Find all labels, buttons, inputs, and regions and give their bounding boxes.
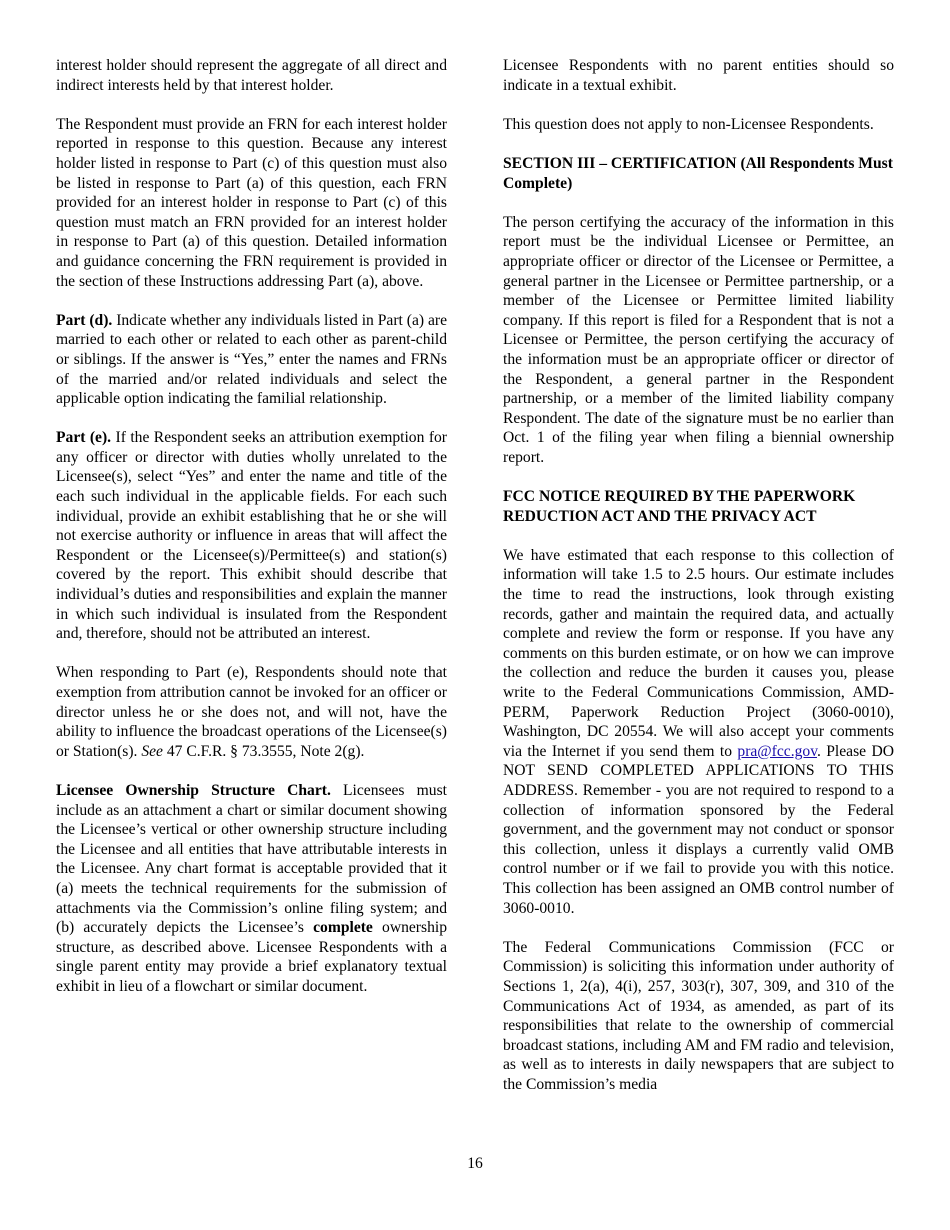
- ownership-chart-paragraph: [56, 781, 447, 997]
- ownership-chart-text-2: ownership structure, as described above. Licensee Respondents with a single parent entity may provide a brief explanatory textual exhibit in lieu of a flowchart or similar document.: [56, 919, 447, 995]
- part-d-label: Part (d).: [56, 311, 113, 329]
- part-d-paragraph: [56, 311, 447, 409]
- part-e-text: If the Respondent seeks an attribution exemption for any officer or director with duties wholly unrelated to the Licensee(s), select “Yes” and enter the name and title of the each such individual in the applicable fields. For each such individual, provide an exhibit establishing that he or she will not exercise authority or influence in areas that will affect the Respondent or the Licensee(s)/Permittee(s) and station(s) covered by the report. This exhibit should describe that individual’s duties and responsibilities and explain the manner in which such individual is insulated from the Respondent and, therefore, should not be attributed an interest.: [56, 429, 448, 643]
- non-licensee-paragraph: This question does not apply to non-Licensee Respondents.: [503, 115, 874, 133]
- burden-estimate-text-1: We have estimated that each response to this collection of information will take 1.5 to 2.5 hours. Our estimate includes the time to read the instructions, look through existing records, gather and maintain the required data, and actually complete and review the form or response. If you have any comments on this burden estimate, or on how we can improve the collection and reduce the burden it causes you, please write to the Federal Communications Commission, AMD-PERM, Paperwork Reduction Project (3060-0010), Washington, DC 20554. We will also accept your comments via the Internet if you send them to: [503, 546, 894, 760]
- certification-paragraph: The person certifying the accuracy of the information in this report must be the individual Licensee or Permittee, an appropriate officer or director of the Licensee or Permittee, a general partner in the Licensee or Permittee partnership, or a member of the Licensee or Permittee limited liability company. If this report is filed for a Respondent that is not a Licensee or Permittee, the person certifying the accuracy of the information must be an appropriate officer or director of the Respondent, a general partner in the Respondent partnership, or a member of the limited liability company Respondent. The date of the signature must be no earlier than Oct. 1 of the filing year when filing a biennial ownership report.: [503, 213, 894, 466]
- authority-paragraph: The Federal Communications Commission (FCC or Commission) is soliciting this information under authority of Sections 1, 2(a), 4(i), 257, 303(r), 307, 309, and 310 of the Communications Act of 1934, as amended, as part of its responsibilities that relate to the ownership of commercial broadcast stations, including AM and FM radio and television, as well as to interests in daily newspapers that are subject to the Commission’s media: [503, 938, 894, 1093]
- section-iii-heading: SECTION III – CERTIFICATION (All Respondents Must Complete): [503, 154, 893, 192]
- part-e-label: Part (e).: [56, 429, 112, 447]
- part-d-text: Indicate whether any individuals listed in Part (a) are married to each other or related to each other as parent-child or siblings. If the answer is “Yes,” enter the names and FRNs of the married and/or related individuals and select the applicable option indicating the familial relationship.: [56, 311, 448, 408]
- frn-paragraph: The Respondent must provide an FRN for each interest holder reported in response to this question. Because any interest holder listed in response to Part (c) of this question must also be listed in response to Part (a) of this question, each FRN provided for an interest holder in response to Part (c) of this question must match an FRN provided for an interest holder in response to Part (a) of this question. Detailed information and guidance concerning the FRN requirement is provided in the section of these Instructions addressing Part (a), above.: [56, 115, 447, 290]
- see-citation-signal: See: [141, 742, 163, 760]
- burden-estimate-text-2: . Please DO NOT SEND COMPLETED APPLICATIONS TO THIS ADDRESS. Remember - you are not required to respond to a collection of information sponsored by the Federal government, and the government may not conduct or sponsor this collection, unless it displays a currently valid OMB control number or if we fail to provide you with this notice. This collection has been assigned an OMB control number of 3060-0010.: [503, 742, 894, 917]
- ownership-chart-text-1: Licensees must include as an attachment a chart or similar document showing the Licensee’s vertical or other ownership structure including the Licensee and all entities that have attributable interests in the Licensee. Any chart format is acceptable provided that it (a) meets the technical requirements for the submission of attachments via the Commission’s online filing system; and (b) accurately depicts the Licensee’s: [56, 781, 447, 937]
- no-parent-entities-paragraph: Licensee Respondents with no parent entities should so indicate in a textual exhibit.: [503, 57, 894, 94]
- part-e-note-paragraph: [56, 663, 447, 761]
- part-e-paragraph: [56, 428, 447, 644]
- ownership-chart-label: Licensee Ownership Structure Chart.: [56, 781, 331, 799]
- part-e-note-text: When responding to Part (e), Respondents should note that exemption from attribution cannot be invoked for an officer or director unless he or she does not, and will not, have the ability to influence the broadcast operations of the Licensee(s) or Station(s).: [56, 664, 447, 760]
- page-number: 16: [467, 1155, 483, 1172]
- aggregate-interest-paragraph: interest holder should represent the aggregate of all direct and indirect interests held by that interest holder.: [56, 57, 447, 94]
- burden-estimate-paragraph: [503, 546, 894, 918]
- fcc-notice-heading: FCC NOTICE REQUIRED BY THE PAPERWORK REDUCTION ACT AND THE PRIVACY ACT: [503, 488, 856, 525]
- complete-emphasis: complete: [313, 919, 373, 937]
- right-column: [503, 56, 894, 1094]
- left-column: [56, 56, 447, 997]
- pra-email-link[interactable]: pra@fcc.gov: [737, 742, 817, 760]
- cfr-citation: 47 C.F.R. § 73.3555, Note 2(g).: [162, 742, 365, 760]
